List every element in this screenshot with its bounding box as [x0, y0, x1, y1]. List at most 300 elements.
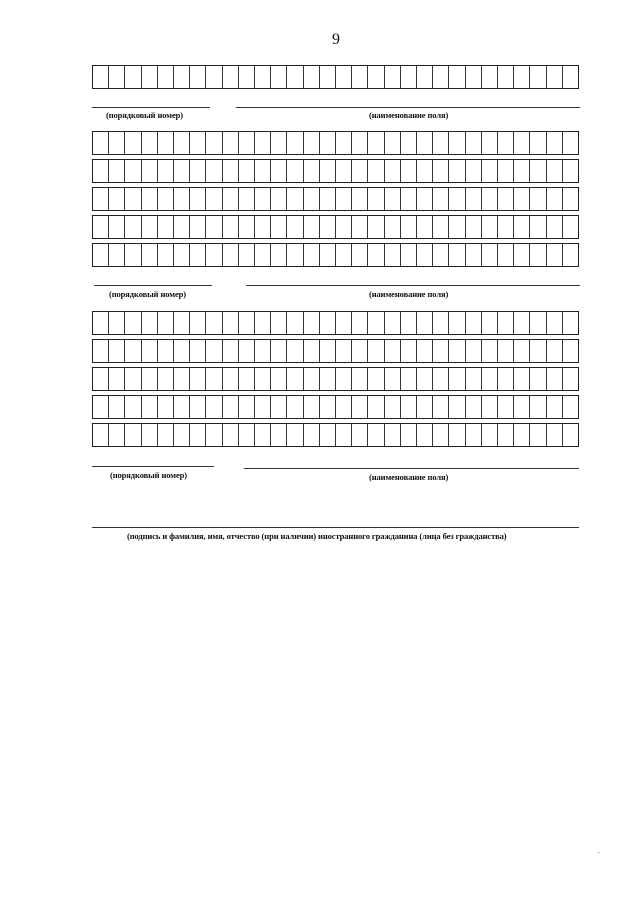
character-cell[interactable]: [401, 340, 417, 362]
character-cell[interactable]: [158, 244, 174, 266]
character-cell[interactable]: [287, 340, 303, 362]
character-cell[interactable]: [223, 66, 239, 88]
character-cell[interactable]: [287, 396, 303, 418]
character-cell[interactable]: [239, 188, 255, 210]
character-cell[interactable]: [466, 216, 482, 238]
character-cell[interactable]: [271, 216, 287, 238]
character-cell[interactable]: [320, 312, 336, 334]
character-cell[interactable]: [93, 66, 109, 88]
character-cell[interactable]: [401, 244, 417, 266]
character-cell[interactable]: [352, 160, 368, 182]
character-cell[interactable]: [125, 368, 141, 390]
character-cell[interactable]: [449, 340, 465, 362]
character-cell[interactable]: [142, 216, 158, 238]
character-cell[interactable]: [287, 160, 303, 182]
character-cell[interactable]: [449, 188, 465, 210]
character-grid-row[interactable]: [92, 65, 579, 89]
character-cell[interactable]: [466, 188, 482, 210]
character-cell[interactable]: [190, 424, 206, 446]
character-cell[interactable]: [498, 160, 514, 182]
character-cell[interactable]: [271, 424, 287, 446]
character-cell[interactable]: [174, 340, 190, 362]
character-cell[interactable]: [352, 132, 368, 154]
character-cell[interactable]: [255, 396, 271, 418]
character-cell[interactable]: [255, 132, 271, 154]
character-cell[interactable]: [401, 424, 417, 446]
character-cell[interactable]: [547, 312, 563, 334]
character-cell[interactable]: [174, 132, 190, 154]
character-cell[interactable]: [417, 132, 433, 154]
character-cell[interactable]: [336, 216, 352, 238]
character-cell[interactable]: [368, 396, 384, 418]
character-cell[interactable]: [449, 244, 465, 266]
character-grid-row[interactable]: [92, 395, 579, 419]
character-cell[interactable]: [498, 132, 514, 154]
character-cell[interactable]: [223, 244, 239, 266]
character-cell[interactable]: [449, 132, 465, 154]
character-cell[interactable]: [255, 244, 271, 266]
character-cell[interactable]: [206, 160, 222, 182]
character-cell[interactable]: [142, 340, 158, 362]
character-cell[interactable]: [255, 216, 271, 238]
character-cell[interactable]: [109, 340, 125, 362]
character-cell[interactable]: [93, 340, 109, 362]
character-cell[interactable]: [271, 132, 287, 154]
character-cell[interactable]: [482, 160, 498, 182]
character-cell[interactable]: [352, 396, 368, 418]
character-cell[interactable]: [368, 132, 384, 154]
character-cell[interactable]: [433, 132, 449, 154]
character-cell[interactable]: [352, 312, 368, 334]
character-cell[interactable]: [482, 424, 498, 446]
character-cell[interactable]: [547, 340, 563, 362]
character-cell[interactable]: [563, 312, 578, 334]
character-cell[interactable]: [174, 312, 190, 334]
character-cell[interactable]: [93, 216, 109, 238]
character-cell[interactable]: [336, 396, 352, 418]
character-grid-row[interactable]: [92, 311, 579, 335]
character-cell[interactable]: [109, 396, 125, 418]
character-cell[interactable]: [547, 160, 563, 182]
character-cell[interactable]: [93, 160, 109, 182]
character-cell[interactable]: [287, 132, 303, 154]
character-cell[interactable]: [287, 244, 303, 266]
character-cell[interactable]: [352, 216, 368, 238]
character-cell[interactable]: [352, 244, 368, 266]
character-cell[interactable]: [417, 312, 433, 334]
character-cell[interactable]: [514, 244, 530, 266]
character-cell[interactable]: [563, 396, 578, 418]
character-cell[interactable]: [530, 216, 546, 238]
character-cell[interactable]: [385, 66, 401, 88]
character-cell[interactable]: [368, 216, 384, 238]
character-cell[interactable]: [498, 368, 514, 390]
character-cell[interactable]: [223, 312, 239, 334]
character-cell[interactable]: [239, 66, 255, 88]
character-cell[interactable]: [125, 66, 141, 88]
character-cell[interactable]: [125, 188, 141, 210]
character-cell[interactable]: [190, 188, 206, 210]
character-cell[interactable]: [223, 216, 239, 238]
character-cell[interactable]: [93, 424, 109, 446]
character-cell[interactable]: [514, 312, 530, 334]
character-cell[interactable]: [142, 312, 158, 334]
character-cell[interactable]: [271, 396, 287, 418]
character-cell[interactable]: [433, 424, 449, 446]
character-cell[interactable]: [271, 244, 287, 266]
character-cell[interactable]: [401, 132, 417, 154]
character-cell[interactable]: [466, 340, 482, 362]
character-cell[interactable]: [466, 396, 482, 418]
character-cell[interactable]: [385, 368, 401, 390]
character-cell[interactable]: [304, 216, 320, 238]
character-cell[interactable]: [547, 368, 563, 390]
character-cell[interactable]: [466, 132, 482, 154]
character-cell[interactable]: [271, 66, 287, 88]
character-cell[interactable]: [158, 188, 174, 210]
character-cell[interactable]: [368, 312, 384, 334]
character-cell[interactable]: [482, 368, 498, 390]
character-cell[interactable]: [449, 66, 465, 88]
character-cell[interactable]: [271, 160, 287, 182]
character-cell[interactable]: [190, 340, 206, 362]
character-cell[interactable]: [255, 160, 271, 182]
character-cell[interactable]: [174, 368, 190, 390]
character-cell[interactable]: [93, 188, 109, 210]
character-cell[interactable]: [547, 216, 563, 238]
character-cell[interactable]: [563, 244, 578, 266]
character-grid-row[interactable]: [92, 367, 579, 391]
character-cell[interactable]: [142, 244, 158, 266]
character-cell[interactable]: [449, 160, 465, 182]
character-cell[interactable]: [304, 396, 320, 418]
character-cell[interactable]: [93, 132, 109, 154]
character-cell[interactable]: [239, 216, 255, 238]
character-cell[interactable]: [190, 244, 206, 266]
character-cell[interactable]: [401, 312, 417, 334]
character-cell[interactable]: [158, 66, 174, 88]
character-cell[interactable]: [482, 244, 498, 266]
character-cell[interactable]: [530, 424, 546, 446]
character-cell[interactable]: [304, 368, 320, 390]
character-cell[interactable]: [498, 244, 514, 266]
character-cell[interactable]: [482, 188, 498, 210]
character-cell[interactable]: [530, 340, 546, 362]
character-cell[interactable]: [158, 396, 174, 418]
character-cell[interactable]: [352, 424, 368, 446]
character-cell[interactable]: [352, 188, 368, 210]
character-cell[interactable]: [385, 340, 401, 362]
character-cell[interactable]: [206, 340, 222, 362]
character-cell[interactable]: [368, 66, 384, 88]
character-cell[interactable]: [466, 312, 482, 334]
character-cell[interactable]: [498, 188, 514, 210]
character-cell[interactable]: [368, 340, 384, 362]
character-cell[interactable]: [174, 216, 190, 238]
character-cell[interactable]: [287, 424, 303, 446]
character-cell[interactable]: [385, 312, 401, 334]
character-cell[interactable]: [206, 216, 222, 238]
character-cell[interactable]: [239, 132, 255, 154]
character-cell[interactable]: [336, 424, 352, 446]
character-cell[interactable]: [174, 424, 190, 446]
character-cell[interactable]: [466, 424, 482, 446]
character-cell[interactable]: [223, 424, 239, 446]
character-cell[interactable]: [336, 340, 352, 362]
character-cell[interactable]: [125, 216, 141, 238]
character-cell[interactable]: [498, 424, 514, 446]
character-cell[interactable]: [385, 396, 401, 418]
character-cell[interactable]: [417, 188, 433, 210]
character-cell[interactable]: [93, 244, 109, 266]
character-cell[interactable]: [352, 66, 368, 88]
character-cell[interactable]: [206, 396, 222, 418]
character-cell[interactable]: [417, 160, 433, 182]
character-cell[interactable]: [563, 368, 578, 390]
character-cell[interactable]: [239, 244, 255, 266]
character-cell[interactable]: [433, 244, 449, 266]
character-cell[interactable]: [530, 368, 546, 390]
character-cell[interactable]: [336, 160, 352, 182]
character-cell[interactable]: [514, 340, 530, 362]
character-cell[interactable]: [417, 396, 433, 418]
character-cell[interactable]: [401, 160, 417, 182]
character-cell[interactable]: [417, 340, 433, 362]
character-cell[interactable]: [336, 66, 352, 88]
character-cell[interactable]: [514, 396, 530, 418]
character-cell[interactable]: [287, 312, 303, 334]
character-cell[interactable]: [498, 216, 514, 238]
character-cell[interactable]: [174, 188, 190, 210]
character-cell[interactable]: [401, 188, 417, 210]
character-cell[interactable]: [563, 340, 578, 362]
character-cell[interactable]: [482, 312, 498, 334]
character-cell[interactable]: [368, 424, 384, 446]
character-cell[interactable]: [93, 396, 109, 418]
character-cell[interactable]: [417, 66, 433, 88]
character-cell[interactable]: [449, 216, 465, 238]
character-cell[interactable]: [223, 396, 239, 418]
character-cell[interactable]: [223, 340, 239, 362]
character-cell[interactable]: [320, 160, 336, 182]
character-cell[interactable]: [93, 312, 109, 334]
character-cell[interactable]: [530, 396, 546, 418]
character-cell[interactable]: [142, 66, 158, 88]
character-cell[interactable]: [206, 66, 222, 88]
character-cell[interactable]: [109, 188, 125, 210]
character-cell[interactable]: [158, 312, 174, 334]
character-cell[interactable]: [142, 368, 158, 390]
character-cell[interactable]: [530, 66, 546, 88]
character-cell[interactable]: [287, 66, 303, 88]
character-cell[interactable]: [158, 424, 174, 446]
character-cell[interactable]: [255, 312, 271, 334]
character-cell[interactable]: [174, 396, 190, 418]
character-cell[interactable]: [433, 216, 449, 238]
character-cell[interactable]: [109, 160, 125, 182]
character-cell[interactable]: [368, 244, 384, 266]
character-cell[interactable]: [368, 368, 384, 390]
character-cell[interactable]: [530, 312, 546, 334]
character-cell[interactable]: [239, 368, 255, 390]
character-cell[interactable]: [320, 132, 336, 154]
character-grid-row[interactable]: [92, 423, 579, 447]
character-cell[interactable]: [498, 312, 514, 334]
character-cell[interactable]: [385, 160, 401, 182]
character-cell[interactable]: [417, 368, 433, 390]
character-cell[interactable]: [433, 368, 449, 390]
character-cell[interactable]: [109, 216, 125, 238]
character-cell[interactable]: [304, 188, 320, 210]
character-cell[interactable]: [563, 160, 578, 182]
character-cell[interactable]: [255, 424, 271, 446]
character-cell[interactable]: [174, 244, 190, 266]
character-cell[interactable]: [255, 368, 271, 390]
character-cell[interactable]: [239, 424, 255, 446]
character-cell[interactable]: [530, 132, 546, 154]
character-cell[interactable]: [530, 188, 546, 210]
character-cell[interactable]: [190, 396, 206, 418]
character-cell[interactable]: [547, 396, 563, 418]
character-cell[interactable]: [142, 424, 158, 446]
character-cell[interactable]: [142, 188, 158, 210]
character-cell[interactable]: [142, 132, 158, 154]
character-cell[interactable]: [433, 396, 449, 418]
character-cell[interactable]: [320, 340, 336, 362]
character-cell[interactable]: [320, 188, 336, 210]
character-cell[interactable]: [255, 188, 271, 210]
character-cell[interactable]: [498, 340, 514, 362]
character-cell[interactable]: [514, 216, 530, 238]
character-grid-row[interactable]: [92, 131, 579, 155]
character-cell[interactable]: [174, 66, 190, 88]
character-cell[interactable]: [482, 66, 498, 88]
character-cell[interactable]: [109, 244, 125, 266]
character-cell[interactable]: [287, 216, 303, 238]
character-cell[interactable]: [287, 188, 303, 210]
character-cell[interactable]: [498, 66, 514, 88]
character-cell[interactable]: [239, 396, 255, 418]
character-cell[interactable]: [320, 66, 336, 88]
character-cell[interactable]: [352, 340, 368, 362]
character-cell[interactable]: [336, 368, 352, 390]
character-cell[interactable]: [547, 66, 563, 88]
character-cell[interactable]: [223, 188, 239, 210]
character-cell[interactable]: [190, 66, 206, 88]
character-cell[interactable]: [433, 66, 449, 88]
character-cell[interactable]: [109, 132, 125, 154]
character-cell[interactable]: [109, 66, 125, 88]
character-cell[interactable]: [304, 160, 320, 182]
character-cell[interactable]: [223, 160, 239, 182]
character-cell[interactable]: [125, 340, 141, 362]
character-cell[interactable]: [93, 368, 109, 390]
character-cell[interactable]: [190, 132, 206, 154]
character-cell[interactable]: [125, 424, 141, 446]
character-cell[interactable]: [547, 244, 563, 266]
character-cell[interactable]: [449, 312, 465, 334]
character-cell[interactable]: [514, 132, 530, 154]
character-cell[interactable]: [320, 368, 336, 390]
character-grid-row[interactable]: [92, 243, 579, 267]
character-cell[interactable]: [563, 132, 578, 154]
character-cell[interactable]: [563, 216, 578, 238]
character-cell[interactable]: [304, 244, 320, 266]
character-cell[interactable]: [547, 424, 563, 446]
character-cell[interactable]: [498, 396, 514, 418]
character-cell[interactable]: [417, 424, 433, 446]
character-cell[interactable]: [125, 132, 141, 154]
character-cell[interactable]: [385, 244, 401, 266]
character-cell[interactable]: [239, 312, 255, 334]
character-cell[interactable]: [206, 368, 222, 390]
character-cell[interactable]: [320, 244, 336, 266]
character-cell[interactable]: [304, 312, 320, 334]
character-cell[interactable]: [433, 160, 449, 182]
character-cell[interactable]: [449, 424, 465, 446]
character-cell[interactable]: [109, 424, 125, 446]
character-cell[interactable]: [158, 216, 174, 238]
character-cell[interactable]: [466, 160, 482, 182]
character-cell[interactable]: [449, 368, 465, 390]
character-cell[interactable]: [336, 312, 352, 334]
character-cell[interactable]: [239, 340, 255, 362]
character-cell[interactable]: [336, 188, 352, 210]
character-cell[interactable]: [449, 396, 465, 418]
character-cell[interactable]: [109, 312, 125, 334]
character-cell[interactable]: [287, 368, 303, 390]
character-grid-row[interactable]: [92, 339, 579, 363]
character-cell[interactable]: [190, 160, 206, 182]
character-cell[interactable]: [401, 396, 417, 418]
character-cell[interactable]: [514, 160, 530, 182]
character-cell[interactable]: [158, 160, 174, 182]
character-cell[interactable]: [142, 396, 158, 418]
character-cell[interactable]: [352, 368, 368, 390]
character-cell[interactable]: [223, 368, 239, 390]
character-cell[interactable]: [433, 312, 449, 334]
character-cell[interactable]: [320, 424, 336, 446]
character-cell[interactable]: [174, 160, 190, 182]
character-cell[interactable]: [385, 216, 401, 238]
character-cell[interactable]: [385, 424, 401, 446]
character-cell[interactable]: [336, 244, 352, 266]
character-cell[interactable]: [190, 312, 206, 334]
character-cell[interactable]: [304, 424, 320, 446]
character-cell[interactable]: [466, 244, 482, 266]
character-cell[interactable]: [385, 188, 401, 210]
character-cell[interactable]: [514, 66, 530, 88]
character-cell[interactable]: [206, 188, 222, 210]
character-cell[interactable]: [482, 340, 498, 362]
character-cell[interactable]: [304, 340, 320, 362]
character-cell[interactable]: [482, 396, 498, 418]
character-cell[interactable]: [109, 368, 125, 390]
character-cell[interactable]: [514, 368, 530, 390]
character-cell[interactable]: [142, 160, 158, 182]
character-cell[interactable]: [125, 160, 141, 182]
character-grid-row[interactable]: [92, 159, 579, 183]
character-cell[interactable]: [530, 160, 546, 182]
character-cell[interactable]: [466, 66, 482, 88]
character-cell[interactable]: [368, 188, 384, 210]
character-cell[interactable]: [514, 424, 530, 446]
character-cell[interactable]: [401, 66, 417, 88]
character-cell[interactable]: [158, 132, 174, 154]
character-cell[interactable]: [547, 188, 563, 210]
character-cell[interactable]: [125, 396, 141, 418]
character-cell[interactable]: [336, 132, 352, 154]
